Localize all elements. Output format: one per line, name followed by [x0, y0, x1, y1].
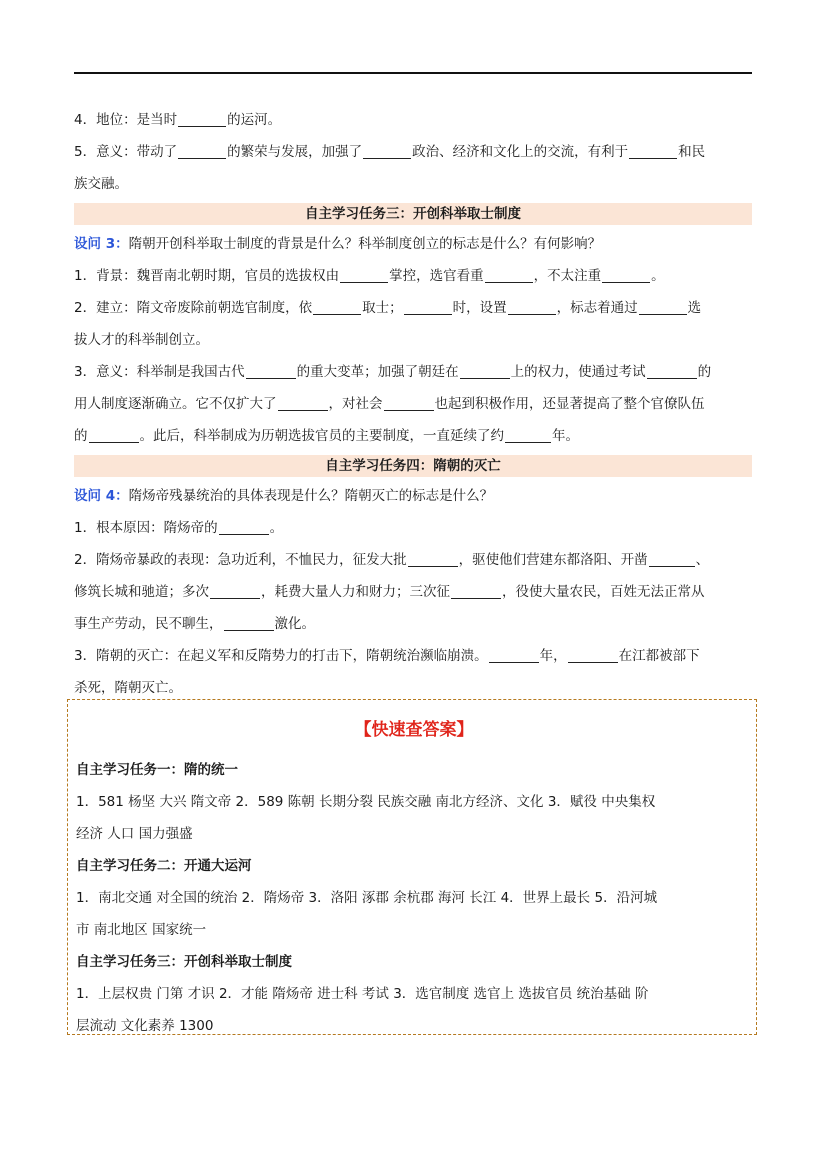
task4-tyranny: 2．隋炀帝暴政的表现：急功近利，不恤民力，征发大批 ，驱使他们营建东都洛阳、开凿 、 [74, 552, 710, 568]
task3-background: 1．背景：魏晋南北朝时期，官员的选拔权由 掌控，选官看重 ，不太注重 。 [74, 268, 665, 284]
fill-blank[interactable] [340, 269, 388, 284]
task4-fall-cont: 杀死，隋朝灭亡。 [74, 680, 182, 696]
fill-blank[interactable] [178, 113, 226, 128]
task3-establishment: 2．建立：隋文帝废除前朝选官制度，依 取士； 时，设置 ，标志着通过 选 [74, 300, 702, 316]
task4-fall: 3．隋朝的灭亡：在起义军和反隋势力的打击下，隋朝统治濒临崩溃。 年， 在江都被部下 [74, 648, 700, 664]
answer-line: 层流动 文化素养 1300 [76, 1018, 214, 1034]
fill-blank[interactable] [649, 553, 695, 568]
fill-blank[interactable] [246, 365, 296, 380]
fill-blank[interactable] [404, 301, 452, 316]
fill-blank[interactable] [224, 617, 274, 632]
answer-line: 1．581 杨坚 大兴 隋文帝 2．589 陈朝 长期分裂 民族交融 南北方经济、文化 3．赋役 中央集权 [76, 794, 656, 810]
task3-significance-end: 的 。此后，科举制成为历朝选拔官员的主要制度，一直延续了约 年。 [74, 428, 579, 444]
fill-blank[interactable] [178, 145, 226, 160]
question-label: 设问 4： [74, 488, 129, 504]
item-5-continued: 族交融。 [74, 176, 128, 192]
question-3: 设问 3：隋朝开创科举取士制度的背景是什么？科举制度创立的标志是什么？有何影响？ [74, 236, 602, 252]
section-header-task3: 自主学习任务三：开创科举取士制度 [74, 203, 752, 225]
fill-blank[interactable] [408, 553, 458, 568]
fill-blank[interactable] [451, 585, 501, 600]
fill-blank[interactable] [89, 429, 139, 444]
header-rule [74, 72, 752, 74]
task4-root-cause: 1．根本原因：隋炀帝的 。 [74, 520, 284, 536]
fill-blank[interactable] [384, 397, 434, 412]
fill-blank[interactable] [639, 301, 687, 316]
fill-blank[interactable] [505, 429, 551, 444]
section-header-task4: 自主学习任务四：隋朝的灭亡 [74, 455, 752, 477]
fill-blank[interactable] [219, 521, 269, 536]
fill-blank[interactable] [210, 585, 260, 600]
answer-line: 经济 人口 国力强盛 [76, 826, 193, 842]
answer-section-heading: 自主学习任务二：开通大运河 [76, 858, 252, 874]
task3-establishment-cont: 拔人才的科举制创立。 [74, 332, 209, 348]
question-4: 设问 4：隋炀帝残暴统治的具体表现是什么？隋朝灭亡的标志是什么？ [74, 488, 494, 504]
fill-blank[interactable] [278, 397, 328, 412]
fill-blank[interactable] [363, 145, 411, 160]
fill-blank[interactable] [485, 269, 533, 284]
fill-blank[interactable] [568, 649, 618, 664]
answer-section-heading: 自主学习任务三：开创科举取士制度 [76, 954, 292, 970]
item-5-significance: 5．意义：带动了 的繁荣与发展，加强了 政治、经济和文化上的交流，有利于 和民 [74, 144, 706, 160]
fill-blank[interactable] [629, 145, 677, 160]
fill-blank[interactable] [647, 365, 697, 380]
task4-tyranny-cont: 修筑长城和驰道；多次 ，耗费大量人力和财力；三次征 ，役使大量农民，百姓无法正常从 [74, 584, 705, 600]
worksheet-body [74, 104, 752, 704]
question-label: 设问 3： [74, 236, 129, 252]
fill-blank[interactable] [602, 269, 650, 284]
answer-key-title: 【快速查答案】 [354, 720, 474, 740]
answer-section-heading: 自主学习任务一：隋的统一 [76, 762, 238, 778]
task3-significance: 3．意义：科举制是我国古代 的重大变革；加强了朝廷在 上的权力，使通过考试 的 [74, 364, 712, 380]
answer-line: 市 南北地区 国家统一 [76, 922, 207, 938]
task4-tyranny-end: 事生产劳动，民不聊生， 激化。 [74, 616, 315, 632]
answer-key-box [67, 699, 757, 1035]
fill-blank[interactable] [508, 301, 556, 316]
task3-significance-cont: 用人制度逐渐确立。它不仅扩大了 ，对社会 也起到积极作用，还显著提高了整个官僚队伍 [74, 396, 705, 412]
answer-key-content [76, 710, 752, 1042]
answer-line: 1．南北交通 对全国的统治 2．隋炀帝 3．洛阳 涿郡 余杭郡 海河 长江 4．世界上最长 5．沿河城 [76, 890, 658, 906]
answer-line: 1．上层权贵 门第 才识 2．才能 隋炀帝 进士科 考试 3．选官制度 选官上 选拔官员 统治基础 阶 [76, 986, 649, 1002]
fill-blank[interactable] [489, 649, 539, 664]
fill-blank[interactable] [313, 301, 361, 316]
fill-blank[interactable] [460, 365, 510, 380]
item-4-status: 4．地位：是当时 的运河。 [74, 112, 282, 128]
